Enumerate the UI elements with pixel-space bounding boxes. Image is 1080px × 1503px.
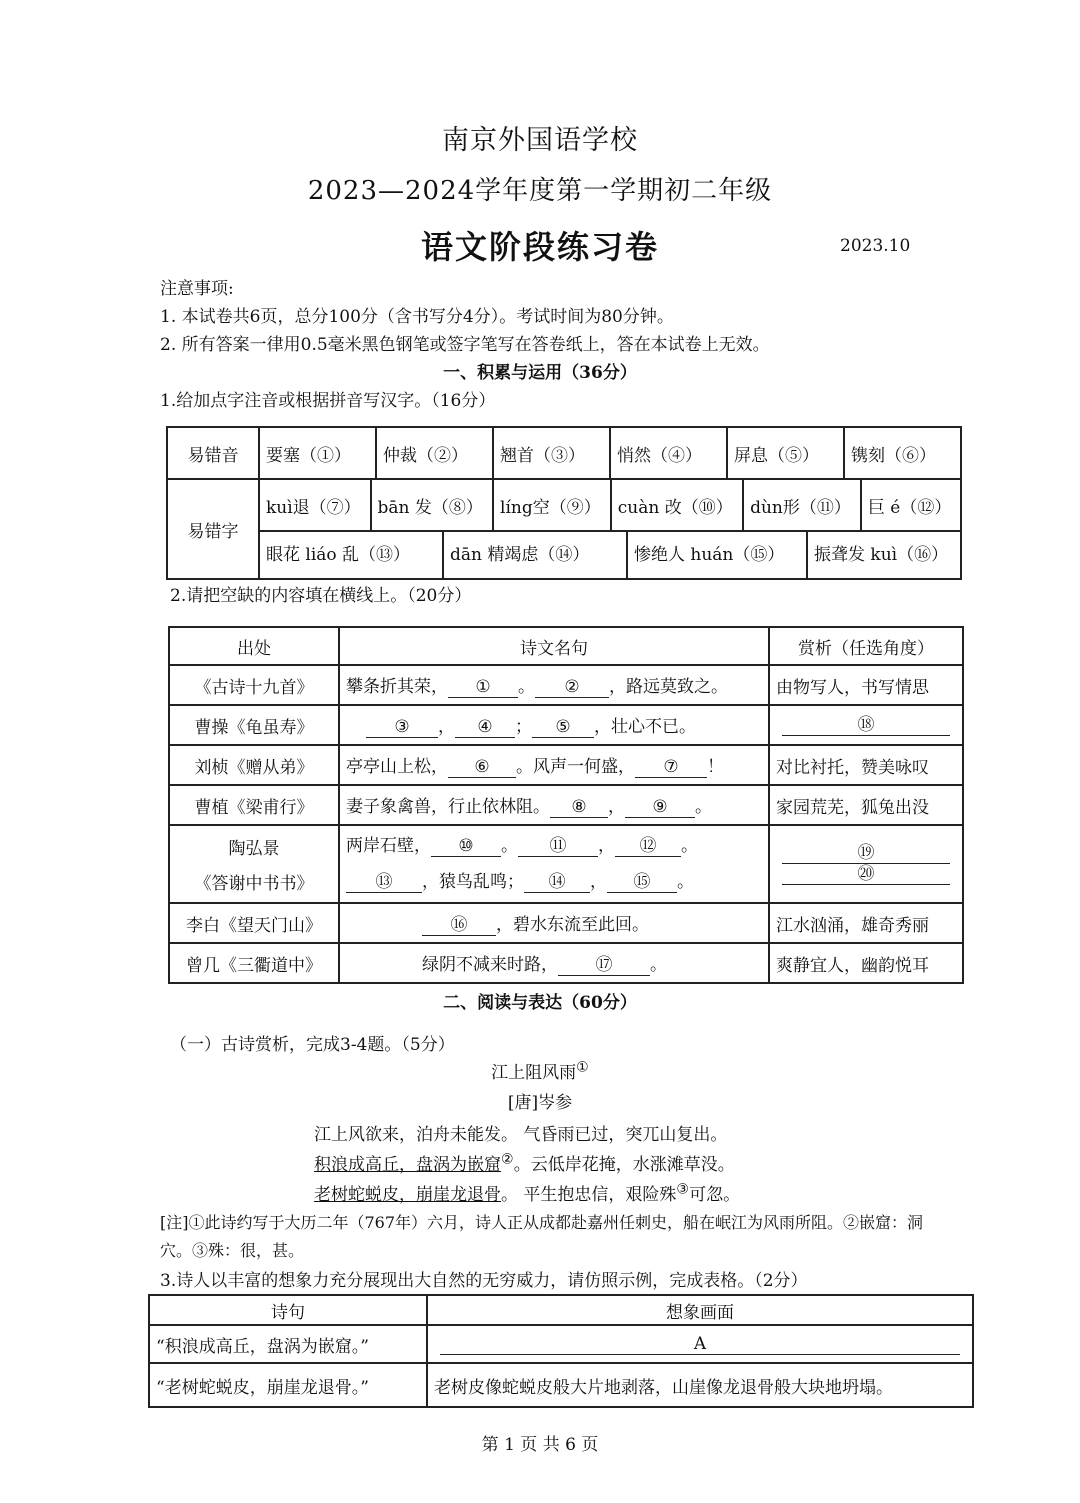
q2-analysis: 对比衬托，赞美咏叹 <box>769 745 963 785</box>
q2-source: 曾几《三衢道中》 <box>169 943 339 983</box>
blank: ⑥ <box>448 757 516 778</box>
q1-cell: 振聋发 kuì（⑯） <box>814 545 949 565</box>
q2-verse: 两岸石壁， ⑩ 。 ⑪ ， ⑫ 。 ⑬ ，猿鸟乱鸣； ⑭ ， ⑮ 。 <box>339 825 769 903</box>
row-label-sound: 易错音 <box>167 427 259 479</box>
q1-cell: 仲裁（②） <box>376 427 493 479</box>
q2-header-source: 出处 <box>169 627 339 665</box>
q2-verse: 攀条折其荣， ① 。 ② ，路远莫致之。 <box>339 665 769 705</box>
q3-header-verse: 诗句 <box>149 1295 427 1325</box>
blank: ⑮ <box>607 872 677 893</box>
q2-verse: 绿阴不减来时路， ⑰ 。 <box>339 943 769 983</box>
blank: ② <box>535 677 609 698</box>
poem-author: [唐]岑参 <box>507 1093 573 1113</box>
q1-cell: 要塞（①） <box>259 427 376 479</box>
poem-title: 江上阻风雨① <box>491 1059 589 1083</box>
q1-cell: 巨 é（⑫） <box>861 479 961 531</box>
q1-char-table <box>166 478 962 580</box>
q2-analysis <box>769 705 963 745</box>
q1-cell: líng空（⑨） <box>493 479 611 531</box>
notice-heading: 注意事项: <box>160 279 234 299</box>
blank: ⑩ <box>431 836 501 857</box>
blank: ① <box>448 677 518 698</box>
q1-cell: bān 发（⑧） <box>371 479 494 531</box>
exam-date: 2023.10 <box>840 236 911 256</box>
section-2-title: 二、阅读与表达（60分） <box>443 993 637 1013</box>
q1-cell: cuàn 改（⑩） <box>611 479 743 531</box>
poem-notes-line-1: [注]①此诗约写于大历二年（767年）六月，诗人正从成都赴嘉州任刺史，船在岷江为风雨所阻。②嵌窟：洞 <box>160 1213 924 1232</box>
q1-prompt: 1.给加点字注音或根据拼音写汉字。（16分） <box>160 391 496 411</box>
q2-source: 李白《望天门山》 <box>169 903 339 943</box>
exam-title: 语文阶段练习卷 <box>420 228 659 266</box>
notice-item-1: 1. 本试卷共6页，总分100分（含书写分4分）。考试时间为80分钟。 <box>160 307 674 327</box>
q1-cell: 镌刻（⑥） <box>844 427 961 479</box>
part1-prompt: （一）古诗赏析，完成3-4题。（5分） <box>170 1035 455 1055</box>
q2-verse: 亭亭山上松， ⑥ 。风声一何盛， ⑦ ！ <box>339 745 769 785</box>
q3-image <box>427 1325 973 1363</box>
q2-prompt: 2.请把空缺的内容填在横线上。（20分） <box>170 586 472 606</box>
q2-verse: 妻子象禽兽，行止依林阻。 ⑧ ， ⑨ 。 <box>339 785 769 825</box>
q3-prompt: 3.诗人以丰富的想象力充分展现出大自然的无穷威力，请仿照示例，完成表格。（2分） <box>160 1271 808 1291</box>
q1-cell: 翘首（③） <box>493 427 610 479</box>
blank: ③ <box>366 717 438 738</box>
q2-source: 曹植《梁甫行》 <box>169 785 339 825</box>
blank: ⑤ <box>532 717 594 738</box>
q2-source: 曹操《龟虽寿》 <box>169 705 339 745</box>
q1-cell: 眼花 liáo 乱（⑬） <box>260 532 444 578</box>
q3-image: 老树皮像蛇蜕皮般大片地剥落，山崖像龙退骨般大块地坍塌。 <box>427 1363 973 1407</box>
q1-cell: 惨绝人 huán（⑮） <box>628 532 808 578</box>
q1-table <box>166 426 962 480</box>
q1-cell: 悄然（④） <box>610 427 727 479</box>
blank: ⑫ <box>615 836 681 857</box>
q1-cell: kuì退（⑦） <box>259 479 371 531</box>
page-footer: 第 1 页 共 6 页 <box>481 1435 599 1455</box>
poem-line-1: 江上风欲来，泊舟未能发。 气昏雨已过，突兀山复出。 <box>314 1125 728 1145</box>
blank: ⑪ <box>518 836 598 857</box>
q2-analysis: 由物写人，书写情思 <box>769 665 963 705</box>
blank: ④ <box>455 717 515 738</box>
q3-verse: “老树蛇蜕皮，崩崖龙退骨。” <box>149 1363 427 1407</box>
blank: ⑯ <box>422 915 496 936</box>
q3-verse: “积浪成高丘，盘涡为嵌窟。” <box>149 1325 427 1363</box>
q1-cell: dān 精竭虑（⑭） <box>444 532 628 578</box>
blank: ⑬ <box>346 872 422 893</box>
q2-verse: ③ ， ④ ； ⑤ ，壮心不已。 <box>339 705 769 745</box>
q1-cell: dùn形（⑪） <box>743 479 861 531</box>
blank: ⑭ <box>524 872 590 893</box>
q2-analysis: 爽静宜人，幽韵悦耳 <box>769 943 963 983</box>
blank: A <box>440 1334 960 1355</box>
notice-item-2: 2. 所有答案一律用0.5毫米黑色钢笔或签字笔写在答卷纸上，答在本试卷上无效。 <box>160 335 770 355</box>
q2-verse: ⑯ ，碧水东流至此回。 <box>339 903 769 943</box>
section-1-title: 一、积累与运用（36分） <box>443 363 637 383</box>
row-label-char: 易错字 <box>167 479 259 579</box>
q2-header-analysis: 赏析（任选角度） <box>769 627 963 665</box>
blank: ⑳ <box>782 864 950 885</box>
q2-source: 陶弘景 《答谢中书书》 <box>169 825 339 903</box>
q2-analysis <box>769 825 963 903</box>
blank: ⑲ <box>782 843 950 864</box>
blank: ⑱ <box>782 715 950 736</box>
blank: ⑧ <box>550 797 608 818</box>
q2-analysis: 家园荒芜，狐兔出没 <box>769 785 963 825</box>
blank: ⑰ <box>558 955 650 976</box>
term-title: 2023—2024学年度第一学期初二年级 <box>307 176 773 206</box>
q3-header-image: 想象画面 <box>427 1295 973 1325</box>
q2-header-verse: 诗文名句 <box>339 627 769 665</box>
blank: ⑦ <box>635 757 707 778</box>
poem-line-3: 老树蛇蜕皮，崩崖龙退骨。 平生抱忠信，艰险殊③可忽。 <box>314 1181 741 1205</box>
q3-table <box>148 1294 974 1408</box>
q2-source: 刘桢《赠从弟》 <box>169 745 339 785</box>
blank: ⑨ <box>625 797 695 818</box>
q2-analysis: 江水汹涌，雄奇秀丽 <box>769 903 963 943</box>
q2-table <box>168 626 964 984</box>
poem-notes-line-2: 穴。③殊：很，甚。 <box>160 1241 305 1260</box>
q1-cell: 屏息（⑤） <box>727 427 844 479</box>
school-name: 南京外国语学校 <box>442 125 638 156</box>
q2-source: 《古诗十九首》 <box>169 665 339 705</box>
poem-line-2: 积浪成高丘，盘涡为嵌窟②。云低岸花掩，水涨滩草没。 <box>314 1151 735 1175</box>
